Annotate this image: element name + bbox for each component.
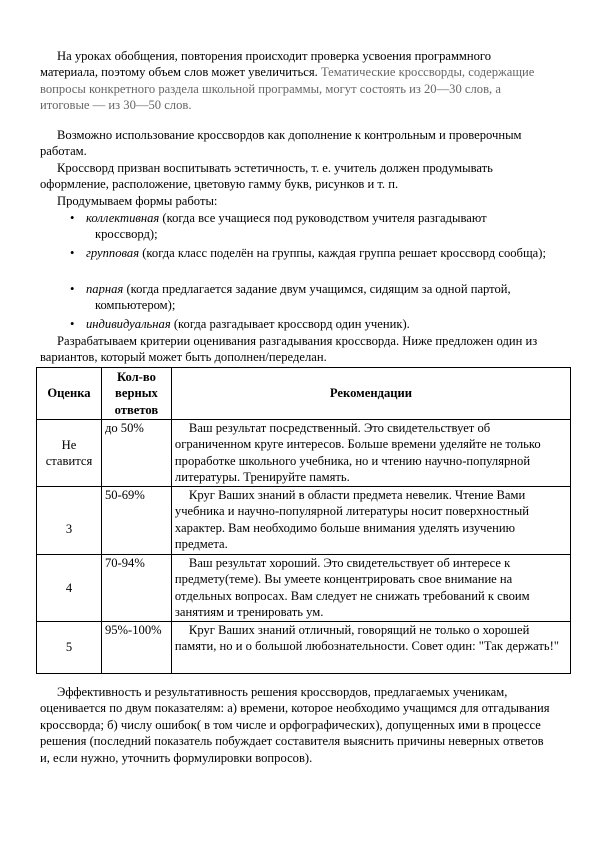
grading-table	[36, 367, 571, 674]
paragraph-aesthetics: Кроссворд призван воспитывать эстетичность, т. е. учитель должен продумывать оформление, расположение, цветовую гамму букв, рисунков и т. п.	[40, 161, 493, 192]
form-item-individual	[70, 316, 548, 332]
table-row	[37, 420, 571, 487]
form-term: коллективная	[86, 211, 160, 225]
form-description: (когда разгадывает кроссворд один ученик).	[173, 317, 410, 331]
paragraph-summary-main: На уроках обобщения, повторения происходит проверка усвоения программного материала, поэтому объем слов может увеличиться.	[40, 49, 492, 80]
paragraph-conclusion: Эффективность и результативность решения кроссвордов, предлагаемых ученикам, оценивается по двум показателям: а) времени, которое необходимо учащимся для отгадывания кроссворда; б) числу ошибок( в том числе и орфографических), допущенных ими в процессе решения (последний показатель побуждает составителя выяснить причины неверных ответов и, если нужно, уточнить формулировки вопросов).	[40, 685, 550, 765]
recommendation-cell: Круг Ваших знаний в области предмета невелик. Чтение Вами учебника и научно-популярной литературы носит поверхностный характер. Вам необходимо больше внимания уделять изучению предмета.	[171, 487, 570, 555]
header-grade: Оценка	[37, 368, 102, 420]
header-count: Кол-во верных ответов	[101, 368, 171, 420]
count-cell: до 50%	[101, 420, 171, 487]
table-row	[37, 487, 571, 555]
paragraph-criteria-intro: Разрабатываем критерии оценивания разгадывания кроссворда. Ниже предложен один из вариантов, который может быть дополнен/переделан.	[40, 334, 538, 365]
form-description: (когда все учащиеся под руководством учителя разгадывают кроссворд);	[95, 211, 487, 242]
grade-cell: Не ставится	[37, 420, 102, 487]
table-header-row	[37, 368, 571, 420]
table-row	[37, 555, 571, 622]
grade-cell: 5	[37, 622, 102, 674]
paragraph-forms-heading: Продумываем формы работы:	[57, 194, 218, 208]
form-term: групповая	[86, 246, 140, 260]
paragraph-summary	[40, 48, 550, 114]
bullet-icon: •	[70, 282, 75, 296]
bullet-icon: •	[70, 317, 75, 331]
table-row	[37, 622, 571, 674]
count-cell: 50-69%	[101, 487, 171, 555]
bullet-icon: •	[70, 246, 75, 260]
form-item-group	[70, 245, 548, 261]
form-term: парная	[86, 282, 124, 296]
grade-cell: 4	[37, 555, 102, 622]
count-cell: 95%-100%	[101, 622, 171, 674]
count-cell: 70-94%	[101, 555, 171, 622]
form-item-collective	[70, 210, 548, 243]
form-term: индивидуальная	[86, 317, 171, 331]
header-recommendations: Рекомендации	[171, 368, 570, 420]
form-description: (когда класс поделён на группы, каждая группа решает кроссворд сообща);	[142, 246, 546, 260]
recommendation-cell: Ваш результат посредственный. Это свидетельствует об ограниченном круге интересов. Больше времени уделяйте не только проработке школьного учебника, но и чтению научно-популярной литературы. Тренируйте память.	[171, 420, 570, 487]
paragraph-usage: Возможно использование кроссвордов как дополнение к контрольным и проверочным работам.	[40, 128, 522, 159]
bullet-icon: •	[70, 211, 75, 225]
grade-cell: 3	[37, 487, 102, 555]
form-item-pair	[70, 281, 548, 314]
recommendation-cell: Ваш результат хороший. Это свидетельствует об интересе к предмету(теме). Вы умеете концентрировать свое внимание на отдельных вопросах. Вам следует не снижать требований к своим занятиям и тренировать ум.	[171, 555, 570, 622]
recommendation-cell: Круг Ваших знаний отличный, говорящий не только о хорошей памяти, но и о большой любознательности. Совет один: "Так держать!"	[171, 622, 570, 674]
form-description: (когда предлагается задание двум учащимся, сидящим за одной партой, компьютером);	[95, 282, 511, 313]
paragraph-summary-note: Тематические кроссворды, содержащие вопросы конкретного раздела школьной программы, могут состоять из 20—30 слов, а итоговые — из 30—50 слов.	[40, 65, 535, 113]
